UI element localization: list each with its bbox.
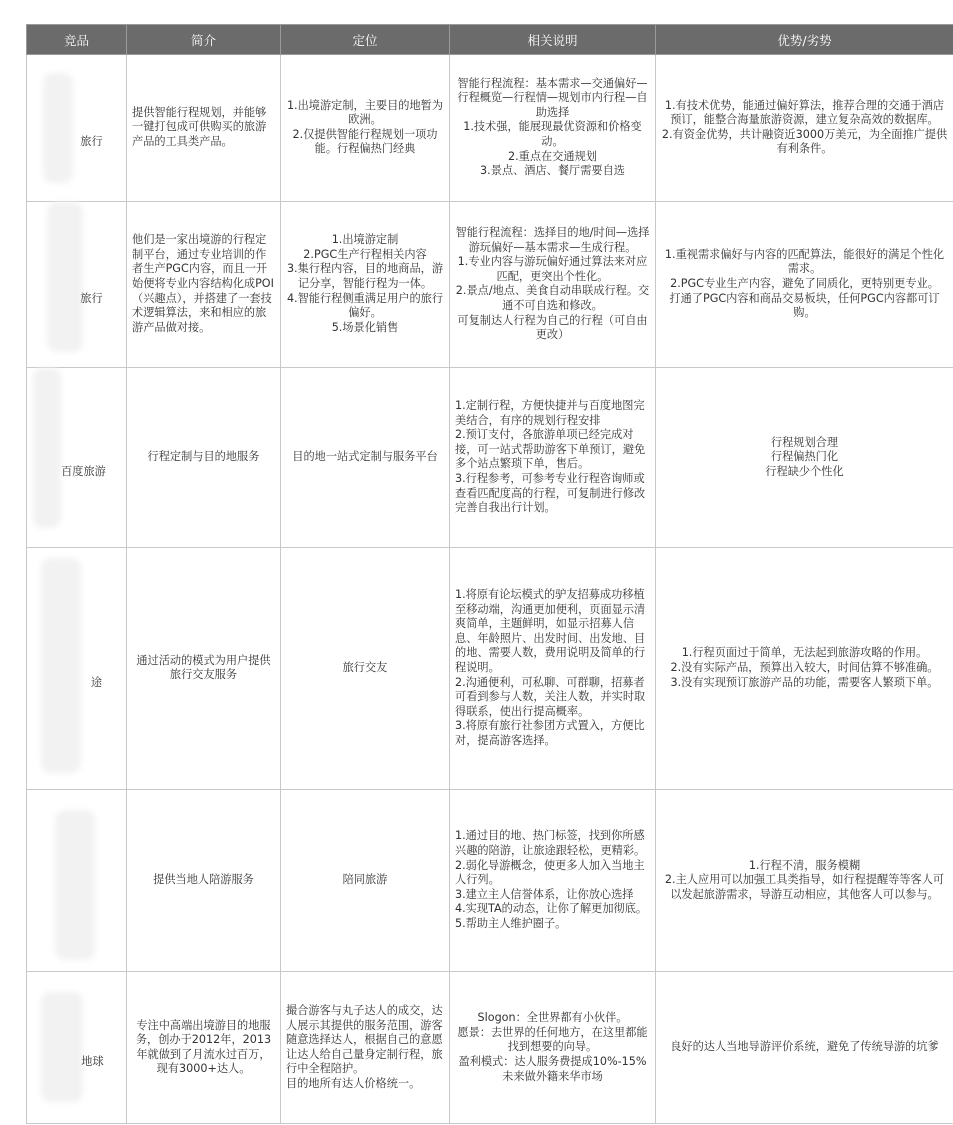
positioning-cell: 撮合游客与丸子达人的成交，达人展示其提供的服务范围，游客随意选择达人，根据自己的意愿让达人给自己量身定制行程，旅行中全程陪护。 目的地所有达人价格统一。 bbox=[281, 972, 450, 1124]
competitor-name: 地球 bbox=[81, 1054, 104, 1068]
header-notes: 相关说明 bbox=[450, 25, 656, 55]
notes-cell: 智能行程流程：基本需求—交通偏好—行程概览—行程情—规划市内行程—自助选择 1.技术强，能展现最优资源和价格变动。 2.重点在交通规划 3.景点、酒店、餐厅需要自选 bbox=[450, 55, 656, 202]
header-intro: 简介 bbox=[127, 25, 281, 55]
competitor-name-cell bbox=[27, 368, 127, 548]
intro-cell: 专注中高端出境游目的地服务，创办于2012年，2013年就做到了月流水过百万， 现有3000+达人。 bbox=[127, 972, 281, 1124]
notes-cell: 1.通过目的地、热门标签，找到你所感兴趣的陪游，让旅途跟轻松，更精彩。 2.弱化导游概念，使更多人加入当地主人行列。 3.建立主人信誉体系，让你放心选择 4.实现TA的动态，让你了解更加彻底。 5.帮助主人维护圈子。 bbox=[450, 789, 656, 972]
pros-cons-cell: 1.重视需求偏好与内容的匹配算法，能很好的满足个性化需求。 2.PGC专业生产内容，避免了同质化，更特别更专业。 打通了PGC内容和商品交易板块，任何PGC内容都可订购。 bbox=[656, 201, 953, 368]
pros-cons-cell: 1.有技术优势，能通过偏好算法，推荐合理的交通于酒店预订，能整合海量旅游资源，建立复杂高效的数据库。 2.有资金优势，共计融资近3000万美元，为全面推广提供有利条件。 bbox=[656, 55, 953, 202]
redaction-mark bbox=[43, 73, 73, 183]
notes-cell: Slogon：全世界都有小伙伴。 愿景：去世界的任何地方，在这里都能找到想要的向导。 盈利模式：达人服务费提成10%-15% 未来做外籍来华市场 bbox=[450, 972, 656, 1124]
header-positioning: 定位 bbox=[281, 25, 450, 55]
header-competitor: 竞品 bbox=[27, 25, 127, 55]
intro-cell: 提供智能行程规划，并能够一键打包成可供购买的旅游产品的工具类产品。 bbox=[127, 55, 281, 202]
notes-cell: 1.定制行程，方便快捷并与百度地图完美结合，有序的规划行程安排 2.预订支付，各旅游单项已经完成对接，可一站式帮助游客下单预订，避免多个站点繁琐下单，售后。 3.行程参考，可参考专业行程咨询师或查看匹配度高的行程，可复制进行修改完善自我出行计划。 bbox=[450, 368, 656, 548]
positioning-cell: 目的地一站式定制与服务平台 bbox=[281, 368, 450, 548]
competitor-name: 旅行 bbox=[80, 291, 103, 305]
table-row bbox=[27, 789, 953, 972]
competitor-name: 百度旅游 bbox=[61, 464, 106, 478]
intro-cell: 行程定制与目的地服务 bbox=[127, 368, 281, 548]
table-header-row bbox=[27, 25, 953, 55]
redaction-mark bbox=[55, 810, 95, 960]
intro-cell: 提供当地人陪游服务 bbox=[127, 789, 281, 972]
pros-cons-cell: 1.行程页面过于简单，无法起到旅游攻略的作用。 2.没有实际产品，预算出入较大，时间估算不够准确。 3.没有实现预订旅游产品的功能，需要客人繁琐下单。 bbox=[656, 547, 953, 789]
competitor-name-cell bbox=[27, 55, 127, 202]
competitor-comparison-table bbox=[26, 24, 953, 1124]
positioning-cell: 陪同旅游 bbox=[281, 789, 450, 972]
intro-cell: 通过活动的模式为用户提供旅行交友服务 bbox=[127, 547, 281, 789]
intro-cell: 他们是一家出境游的行程定制平台，通过专业培训的作者生产PGC内容，而且一开始便将专业内容结构化成POI（兴趣点），并搭建了一套技术逻辑算法，来和相应的旅游产品做对接。 bbox=[127, 201, 281, 368]
competitor-name: 旅行 bbox=[80, 135, 103, 149]
positioning-cell: 1.出境游定制 2.PGC生产行程相关内容 3.集行程内容，目的地商品，游记分享，智能行程为一体。 4.智能行程侧重满足用户的旅行偏好。 5.场景化销售 bbox=[281, 201, 450, 368]
redaction-mark bbox=[47, 202, 83, 352]
pros-cons-cell: 1.行程不清，服务模糊 2.主人应用可以加强工具类指导，如行程提醒等等客人可以发起旅游需求，导游互动相应，其他客人可以参与。 bbox=[656, 789, 953, 972]
pros-cons-cell: 良好的达人当地导游评价系统，避免了传统导游的坑爹 bbox=[656, 972, 953, 1124]
table-row bbox=[27, 55, 953, 202]
redaction-mark bbox=[41, 558, 81, 773]
redaction-mark bbox=[33, 368, 61, 528]
competitor-name-cell bbox=[27, 201, 127, 368]
redaction-mark bbox=[41, 992, 83, 1102]
competitor-name-cell bbox=[27, 972, 127, 1124]
competitor-name: 途 bbox=[90, 675, 103, 689]
table-row bbox=[27, 547, 953, 789]
competitor-name-cell bbox=[27, 547, 127, 789]
notes-cell: 智能行程流程：选择目的地/时间—选择游玩偏好—基本需求—生成行程。 1.专业内容与游玩偏好通过算法来对应匹配，更突出个性化。 2.景点/地点、美食自动串联成行程。交通不可自选和修改。 可复制达人行程为自己的行程（可自由更改） bbox=[450, 201, 656, 368]
table-row bbox=[27, 972, 953, 1124]
notes-cell: 1.将原有论坛模式的驴友招募成功移植至移动端，沟通更加便利，页面显示清爽简单，主题鲜明，如显示招募人信息、年龄照片、出发时间、出发地、目的地、需要人数，费用说明及简单的行程说明。 2.沟通便利，可私聊、可群聊，招募者可看到参与人数，关注人数，并实时取得联系，使出行提高概率。 3.将原有旅行社参团方式置入，方便比对，提高游客选择。 bbox=[450, 547, 656, 789]
competitor-name-cell bbox=[27, 789, 127, 972]
pros-cons-cell: 行程规划合理 行程偏热门化 行程缺少个性化 bbox=[656, 368, 953, 548]
header-pros-cons: 优势/劣势 bbox=[656, 25, 953, 55]
positioning-cell: 旅行交友 bbox=[281, 547, 450, 789]
table-row bbox=[27, 368, 953, 548]
table-row bbox=[27, 201, 953, 368]
positioning-cell: 1.出境游定制，主要目的地暂为欧洲。 2.仅提供智能行程规划一项功能。行程偏热门经典 bbox=[281, 55, 450, 202]
